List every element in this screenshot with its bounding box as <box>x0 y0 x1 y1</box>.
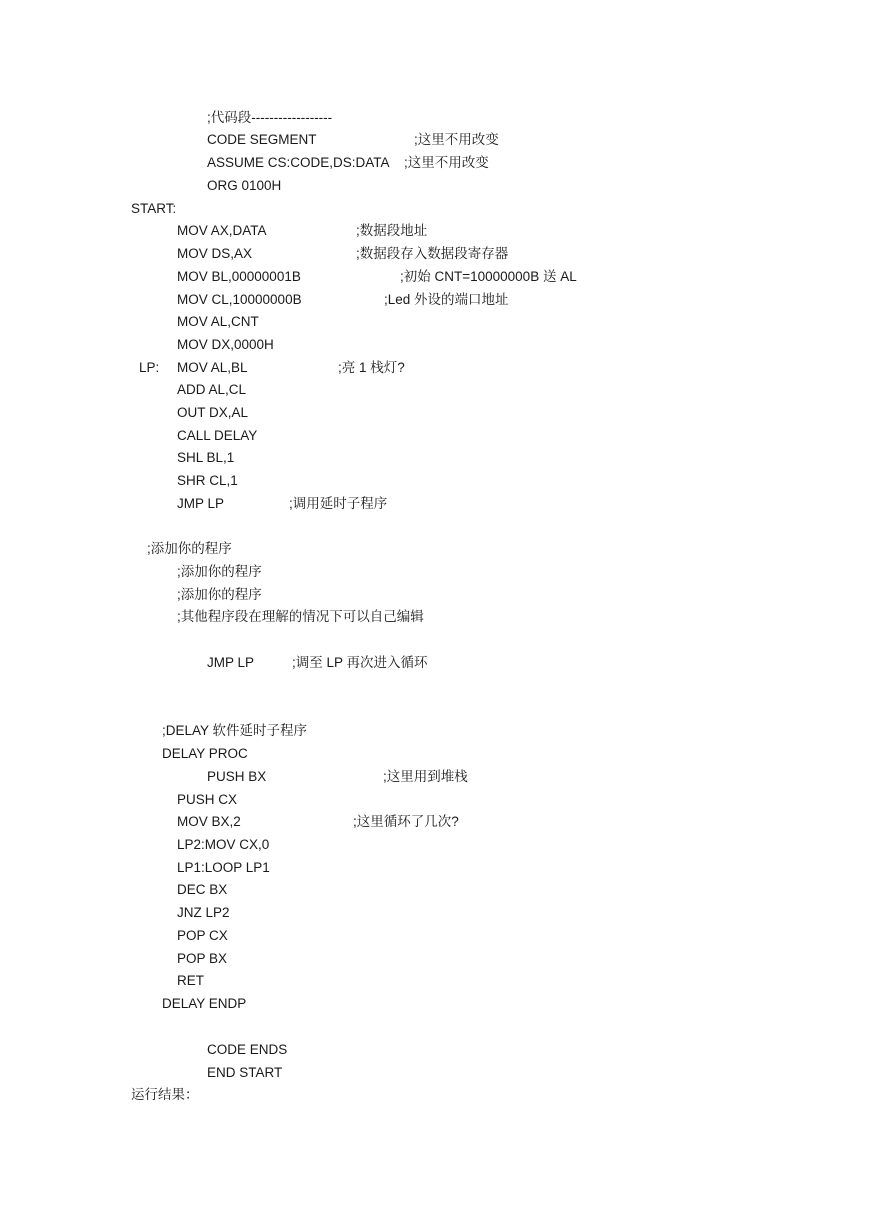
line-code: ASSUME CS:CODE,DS:DATA <box>207 155 390 170</box>
line-comment: ;这里循环了几次? <box>353 814 459 829</box>
line-code: MOV CL,10000000B <box>177 292 302 307</box>
line-comment: ;这里不用改变 <box>414 132 499 147</box>
line-code: MOV BX,2 <box>177 814 241 829</box>
line-code: PUSH CX <box>177 792 238 807</box>
line-code: 运行结果： <box>131 1087 199 1102</box>
line-code: DELAY PROC <box>162 746 248 761</box>
line-code: ADD AL,CL <box>177 382 247 397</box>
line-code: JMP LP <box>177 496 225 511</box>
line-code: MOV DX,0000H <box>177 337 274 352</box>
line-code: PUSH BX <box>207 769 267 784</box>
line-code: SHL BL,1 <box>177 450 235 465</box>
line-code: SHR CL,1 <box>177 473 238 488</box>
line-code: ;添加你的程序 <box>177 564 262 579</box>
line-code: CALL DELAY <box>177 428 258 443</box>
line-code: OUT DX,AL <box>177 405 249 420</box>
line-code: ORG 0100H <box>207 178 282 193</box>
line-code: MOV AX,DATA <box>177 223 267 238</box>
line-code: ;添加你的程序 <box>147 541 232 556</box>
line-code: POP BX <box>177 951 228 966</box>
line-comment: ;亮 1 栈灯? <box>338 360 405 375</box>
line-code: JMP LP <box>207 655 255 670</box>
line-code: MOV AL,CNT <box>177 314 259 329</box>
line-comment: ;数据段地址 <box>356 223 428 238</box>
line-label: LP: <box>139 360 160 375</box>
line-code: LP1:LOOP LP1 <box>177 860 270 875</box>
line-code: MOV DS,AX <box>177 246 253 261</box>
line-code: JNZ LP2 <box>177 905 230 920</box>
line-code: END START <box>207 1065 283 1080</box>
line-code: MOV AL,BL <box>177 360 248 375</box>
line-comment: ;Led 外设的端口地址 <box>384 292 509 307</box>
line-code: START: <box>131 201 177 216</box>
line-comment: ;初始 CNT=10000000B 送 AL <box>400 269 577 284</box>
line-comment: ;调至 LP 再次进入循环 <box>292 655 428 670</box>
line-code: ;代码段------------------ <box>207 110 333 125</box>
line-comment: ;这里不用改变 <box>404 155 489 170</box>
line-comment: ;调用延时子程序 <box>289 496 388 511</box>
line-comment: ;这里用到堆栈 <box>383 769 468 784</box>
line-code: ;添加你的程序 <box>177 587 262 602</box>
line-code: CODE ENDS <box>207 1042 288 1057</box>
line-code: RET <box>177 973 204 988</box>
line-comment: ;数据段存入数据段寄存器 <box>356 246 509 261</box>
line-code: ;DELAY 软件延时子程序 <box>162 723 308 738</box>
line-code: LP2:MOV CX,0 <box>177 837 270 852</box>
line-code: POP CX <box>177 928 228 943</box>
line-code: MOV BL,00000001B <box>177 269 301 284</box>
line-code: ;其他程序段在理解的情况下可以自己编辑 <box>177 609 424 624</box>
line-code: CODE SEGMENT <box>207 132 317 147</box>
line-code: DEC BX <box>177 882 228 897</box>
line-code: DELAY ENDP <box>162 996 247 1011</box>
